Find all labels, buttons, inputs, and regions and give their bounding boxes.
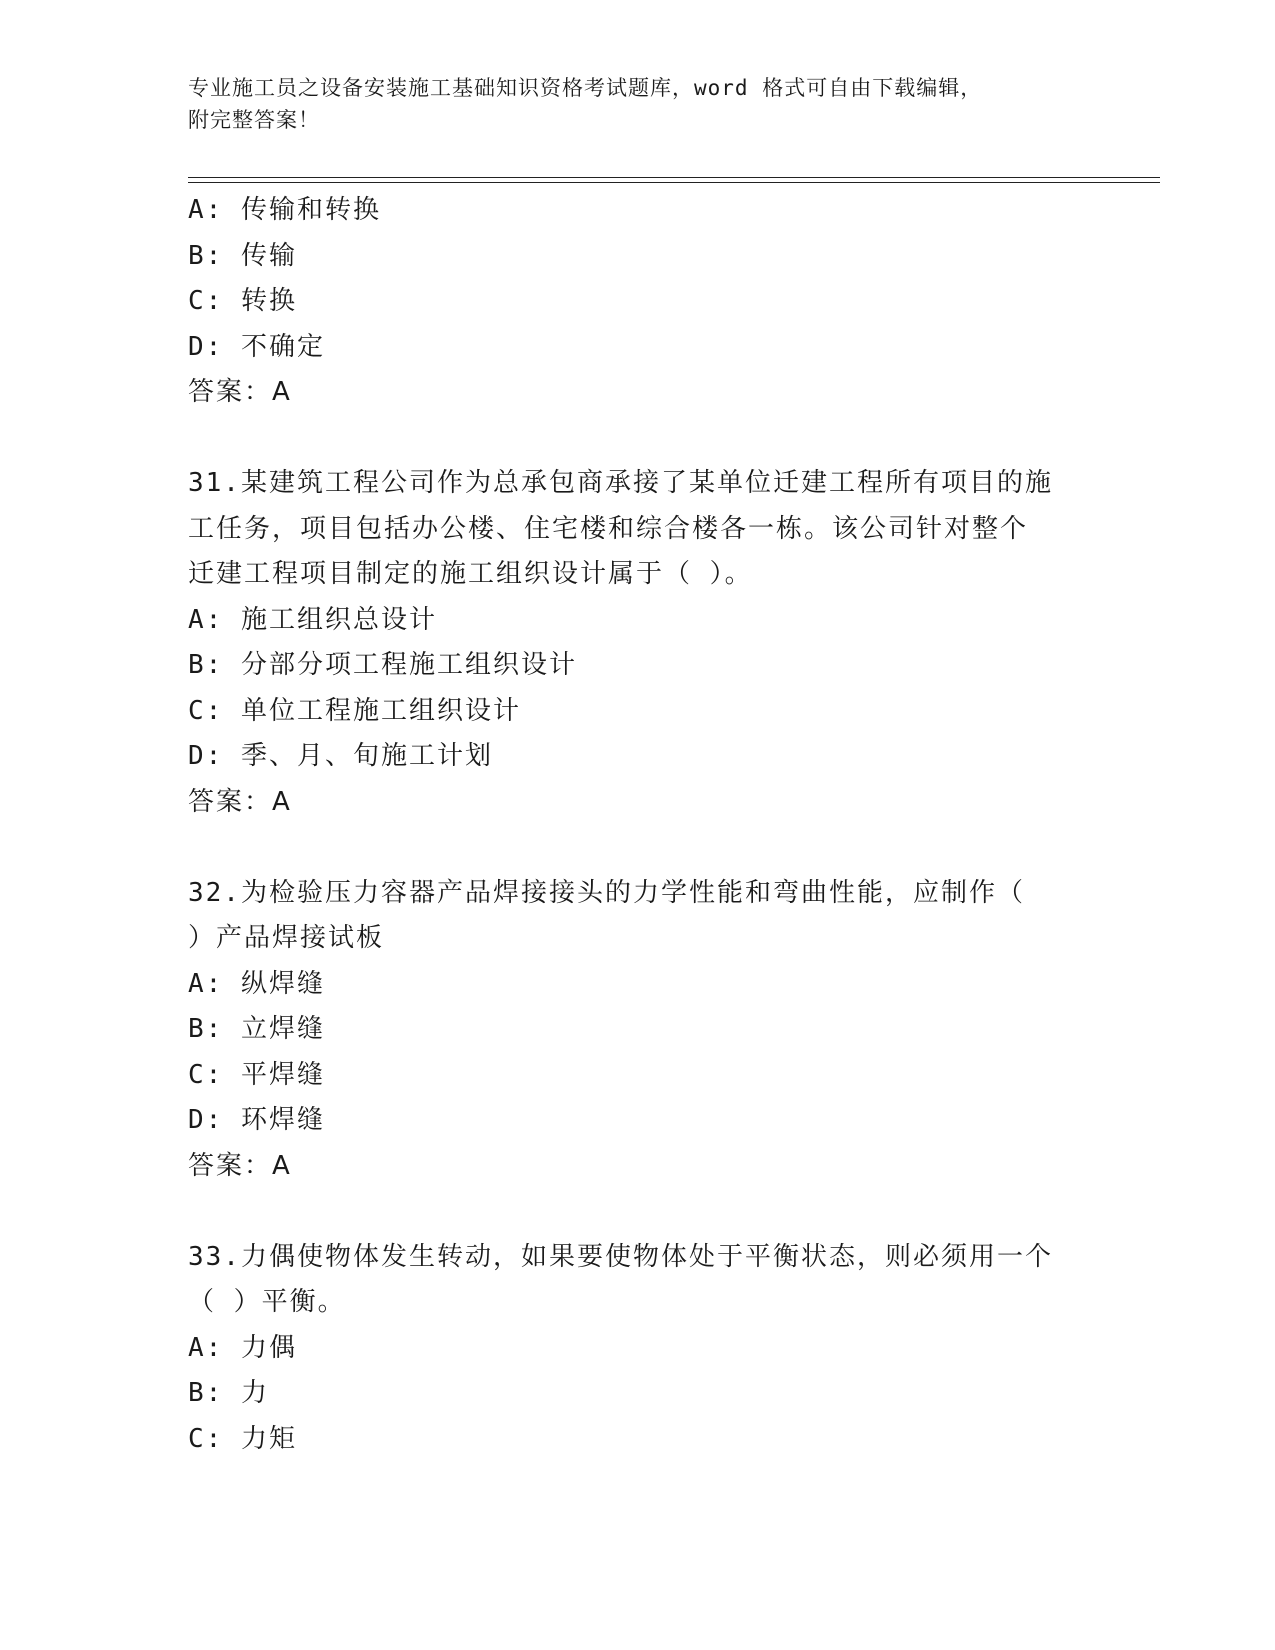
question-stem-line: 迁建工程项目制定的施工组织设计属于（ ）。 xyxy=(188,559,753,589)
header-line-2: 附完整答案！ xyxy=(188,108,320,132)
question-stem-line: ）产品焊接试板 xyxy=(188,923,385,953)
option-a: A: 施工组织总设计 xyxy=(188,604,437,635)
answer: 答案：A xyxy=(188,377,292,407)
question-stem-line: 工任务，项目包括办公楼、住宅楼和综合楼各一栋。该公司针对整个 xyxy=(188,513,1029,544)
question-33 xyxy=(188,1235,1088,1463)
option-a: A: 力偶 xyxy=(188,1332,297,1363)
answer: 答案：A xyxy=(188,1150,292,1181)
option-a: A: 传输和转换 xyxy=(188,195,381,225)
option-c: C: 力矩 xyxy=(188,1423,297,1454)
option-b: B: 立焊缝 xyxy=(188,1014,325,1044)
spacer xyxy=(188,1189,1088,1235)
header-divider-bottom xyxy=(188,182,1160,183)
option-c: C: 单位工程施工组织设计 xyxy=(188,695,521,726)
option-b: B: 分部分项工程施工组织设计 xyxy=(188,650,577,680)
document-header xyxy=(188,72,1088,136)
spacer xyxy=(188,825,1088,871)
question-stem-line: 33.力偶使物体发生转动，如果要使物体处于平衡状态，则必须用一个 xyxy=(188,1241,1053,1272)
option-b: B: 力 xyxy=(188,1378,269,1408)
option-c: C: 转换 xyxy=(188,286,297,316)
question-list xyxy=(188,188,1088,1462)
question-30 xyxy=(188,188,1088,416)
spacer xyxy=(188,416,1088,462)
question-stem-line: （ ）平衡。 xyxy=(188,1287,346,1317)
question-32 xyxy=(188,871,1088,1190)
question-stem-line: 32.为检验压力容器产品焊接接头的力学性能和弯曲性能，应制作（ xyxy=(188,877,1025,908)
question-stem-line: 31.某建筑工程公司作为总承包商承接了某单位迁建工程所有项目的施 xyxy=(188,468,1053,498)
option-d: D: 季、月、旬施工计划 xyxy=(188,741,493,771)
question-31 xyxy=(188,461,1088,825)
option-d: D: 环焊缝 xyxy=(188,1105,325,1135)
option-a: A: 纵焊缝 xyxy=(188,968,325,999)
header-divider-top xyxy=(188,177,1160,178)
option-d: D: 不确定 xyxy=(188,331,325,362)
option-c: C: 平焊缝 xyxy=(188,1059,325,1090)
option-b: B: 传输 xyxy=(188,240,297,271)
header-line-1: 专业施工员之设备安装施工基础知识资格考试题库，word 格式可自由下载编辑， xyxy=(188,76,983,100)
answer: 答案：A xyxy=(188,786,292,817)
